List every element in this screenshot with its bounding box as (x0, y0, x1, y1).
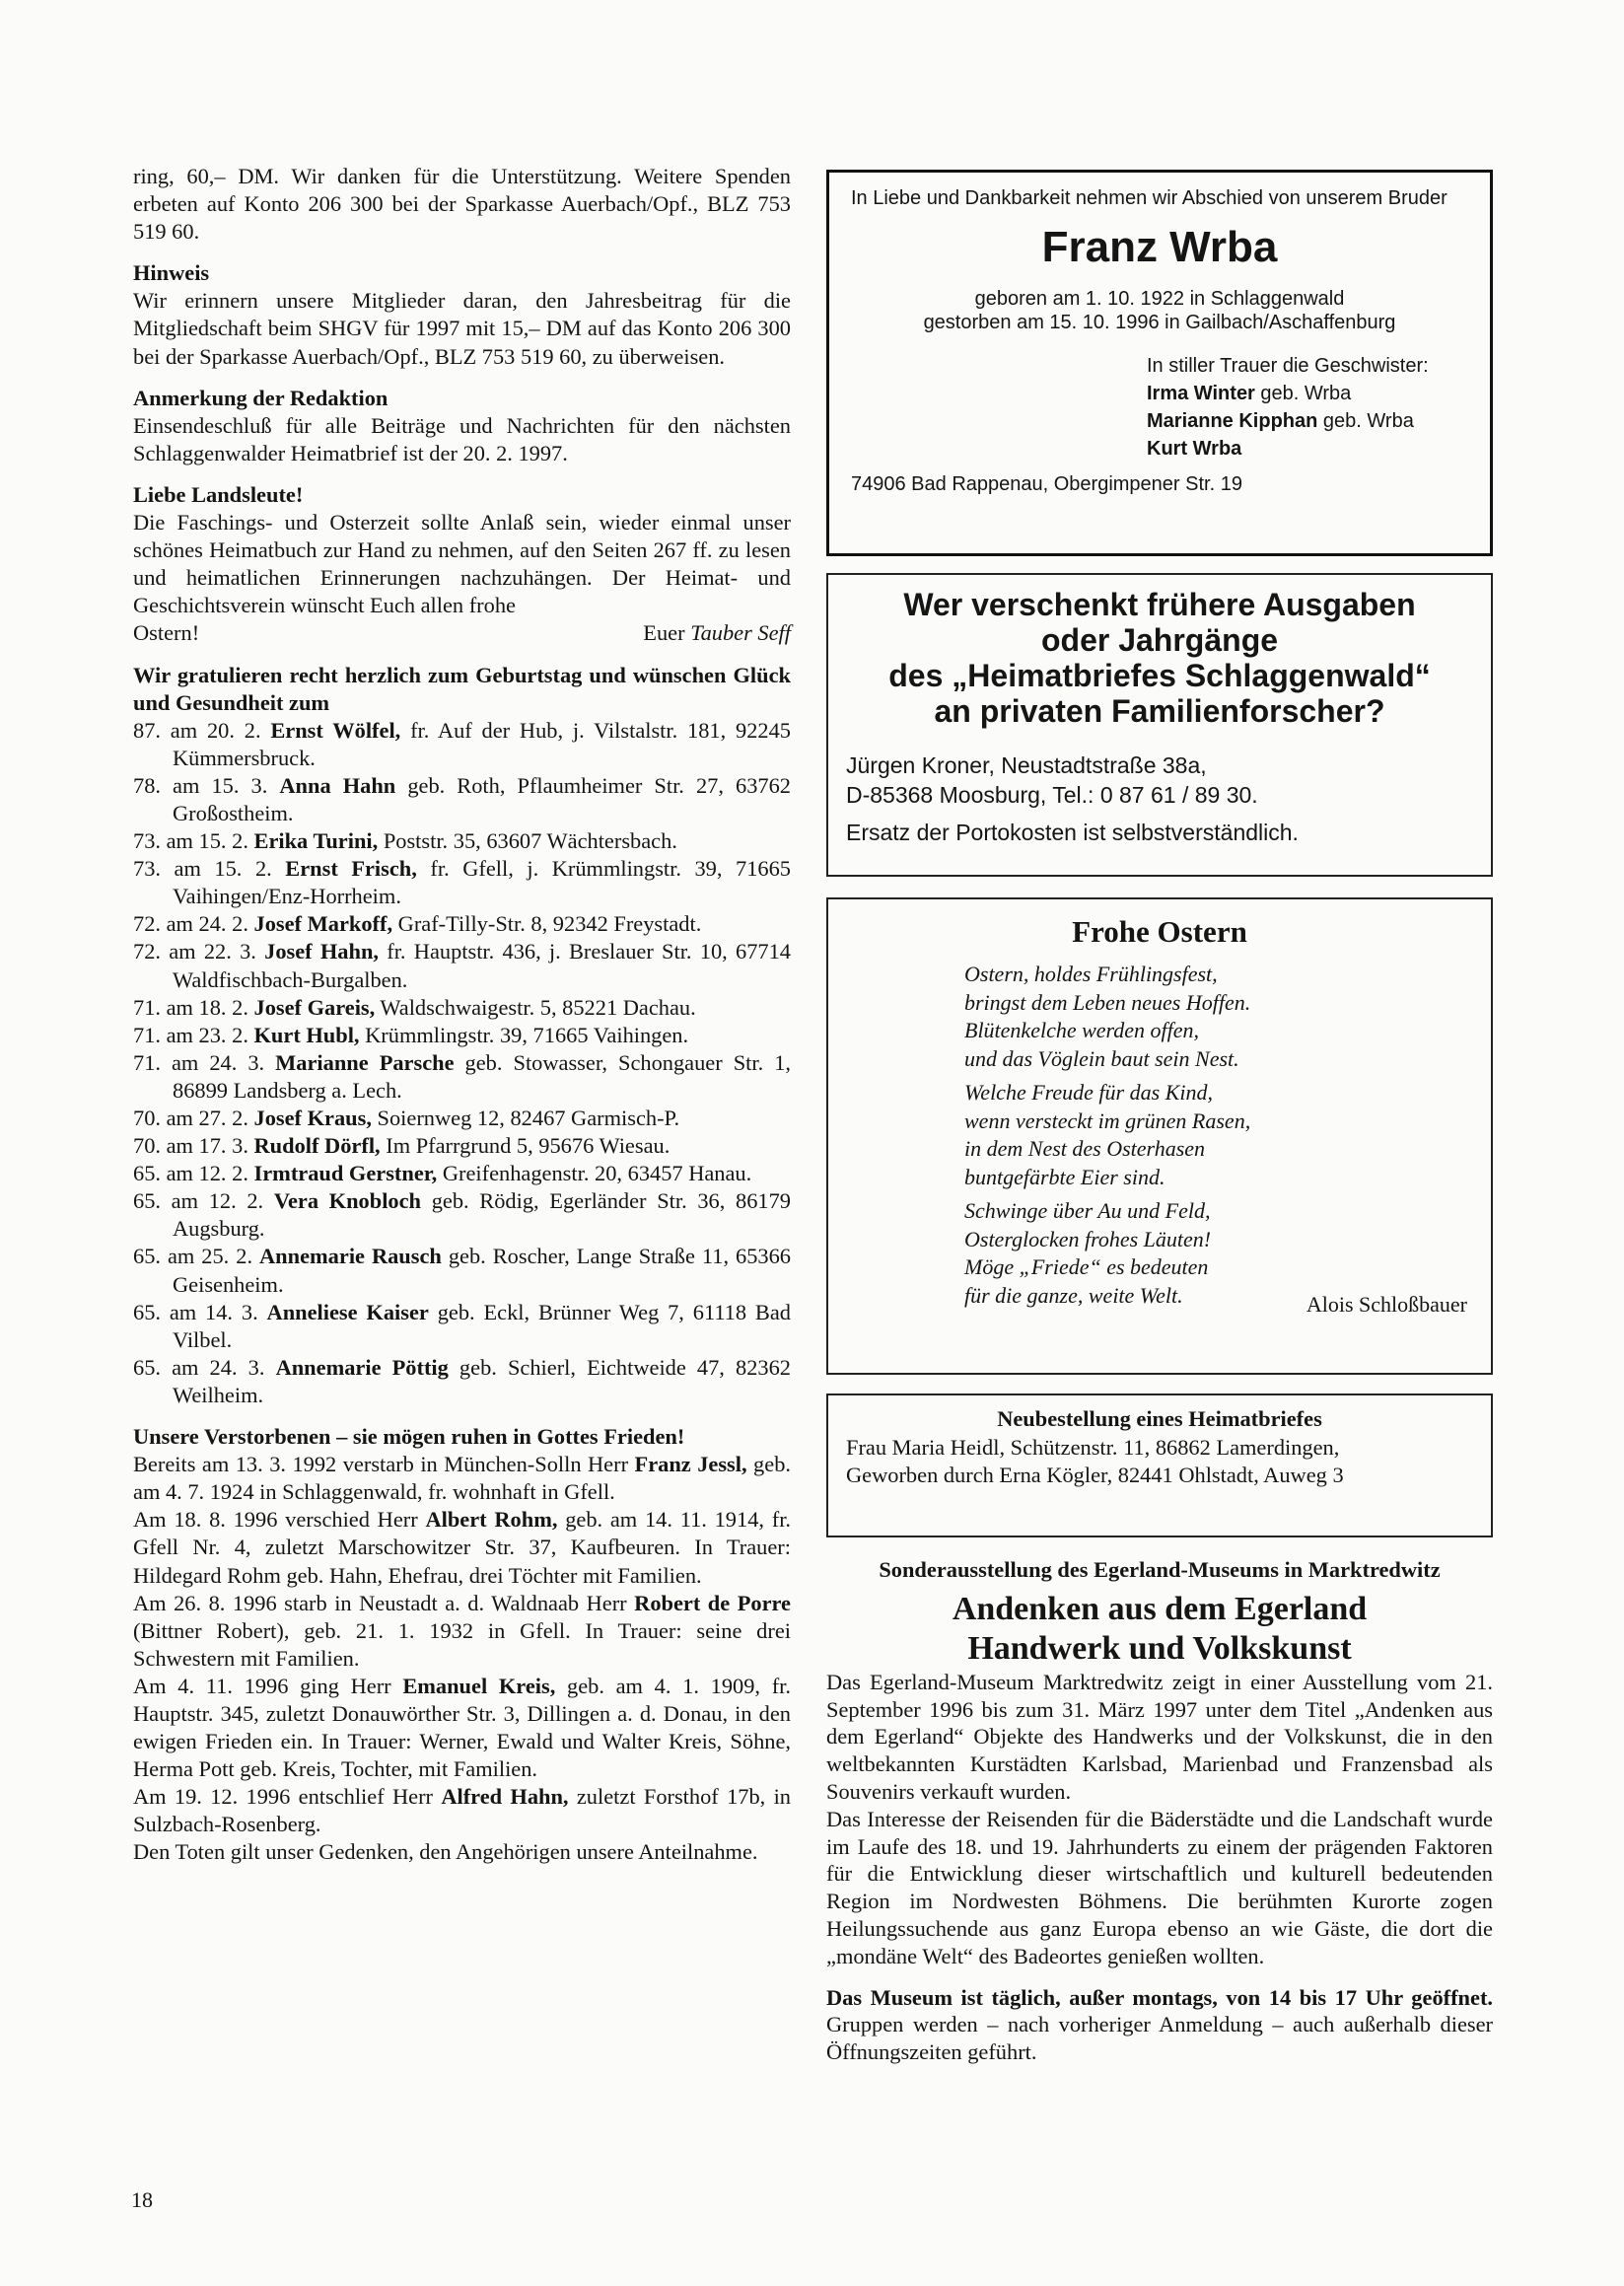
deceased-text-b: geb. am 14. 11. 1914, fr. Gfell Nr. 4, zuletzt Marschowitzer Str. 37, Kaufbeuren. In Trauer: Hildegard Rohm geb. Hahn, Ehefrau, drei Töchter mit Familien. (133, 1507, 792, 1588)
poem-line: Schwinge über Au und Feld, (964, 1198, 1211, 1223)
birthday-entry (133, 1243, 791, 1298)
exhibition-paragraph-1: Das Egerland-Museum Marktredwitz zeigt in einer Ausstellung vom 21. September 1996 bis zum 31. März 1997 unter dem Titel „Andenken aus dem Egerland“ Objekte des Handwerks und der Volkskunst, die in den weltbekannten Kurstädten Karlsbad, Marienbad und Franzensbad als Souvenirs verkauft wurden. (826, 1669, 1493, 1804)
deceased-section (133, 1423, 791, 1867)
birthday-name: Marianne Parsche (275, 1049, 455, 1075)
birthday-name: Kurt Hubl, (253, 1022, 360, 1047)
birthday-name: Irmtraud Gerstner, (253, 1161, 438, 1186)
easter-poem (964, 961, 1467, 1310)
sibling-3-name: Kurt Wrba (1147, 438, 1242, 460)
greeting-heading: Liebe Landsleute! (133, 481, 304, 507)
exhibition-title-2: Handwerk und Volkskunst (967, 1629, 1352, 1667)
notice-heading: Hinweis (133, 260, 210, 286)
poem-line: Blütenkelche werden offen, (964, 1018, 1200, 1042)
new-order-title: Neubestellung eines Heimatbriefes (997, 1406, 1322, 1431)
birthday-address: geb. Eckl, Brünner Weg 7, 61118 Bad Vilbel. (173, 1299, 791, 1352)
poem-line: Welche Freude für das Kind, (964, 1080, 1213, 1105)
birthday-entry (133, 772, 791, 827)
contact-line-1: Jürgen Kroner, Neustadtstraße 38a, (846, 752, 1207, 778)
closing-text: Den Toten gilt unser Gedenken, den Angehörigen unsere Anteilnahme. (133, 1839, 758, 1865)
contact-line-2: D-85368 Moosburg, Tel.: 0 87 61 / 89 30. (846, 782, 1258, 808)
deceased-entry (133, 1451, 791, 1506)
deceased-name: Alfred Hahn, (441, 1784, 569, 1810)
new-order-box (826, 1393, 1493, 1537)
birthday-date: 65. am 25. 2. (133, 1244, 260, 1269)
birthday-address: geb. Schierl, Eichtweide 47, 82362 Weilheim. (173, 1354, 791, 1407)
wanted-box (826, 573, 1493, 877)
deceased-heading: Unsere Verstorbenen – sie mögen ruhen in Gottes Frieden! (133, 1424, 685, 1450)
birthday-address: fr. Hauptstr. 436, j. Breslauer Str. 10, 67714 Waldfischbach-Burgalben. (173, 939, 791, 992)
deceased-text-a: Am 18. 8. 1996 verschied Herr (133, 1507, 426, 1533)
birthday-entry (133, 1132, 791, 1160)
obituary-address: 74906 Bad Rappenau, Obergimpener Str. 19 (851, 473, 1242, 495)
poem-line: wenn versteckt im grünen Rasen, (964, 1107, 1251, 1133)
obituary-intro: In Liebe und Dankbarkeit nehmen wir Abschied von unserem Bruder (851, 187, 1447, 209)
deceased-text-b: zuletzt Forsthof 17b, in Sulzbach-Rosenberg. (133, 1784, 791, 1837)
birthday-entry (133, 1105, 791, 1132)
birthday-name: Annemarie Rausch (259, 1244, 442, 1269)
deceased-entry (133, 1673, 791, 1783)
birthday-date: 71. am 24. 3. (133, 1049, 276, 1075)
poem-line: Ostern, holdes Frühlingsfest, (964, 962, 1218, 986)
birthday-entry (133, 994, 791, 1022)
birthday-date: 73. am 15. 2. (133, 828, 254, 854)
birthday-section (133, 662, 791, 1410)
birthday-date: 65. am 12. 2. (133, 1161, 254, 1186)
poem-stanza (964, 961, 1467, 1073)
sibling-3 (1147, 435, 1468, 463)
new-order-line-2: Geworben durch Erna Kögler, 82441 Ohlstadt, Auweg 3 (846, 1463, 1344, 1487)
birthday-heading: Wir gratulieren recht herzlich zum Geburtstag und wünschen Glück und Gesundheit zum (133, 662, 791, 715)
greeting-section (133, 481, 791, 648)
deceased-text-b: geb. am 4. 1. 1909, fr. Hauptstr. 345, zuletzt Donauwörther Str. 3, Dillingen a. d. Donau, in den ewigen Frieden ein. In Trauer: Werner, Ewald und Walter Kreis, Söhne, Herma Pott geb. Kreis, Tochter, mit Familien. (133, 1673, 791, 1782)
obituary-name: Franz Wrba (1041, 223, 1278, 271)
deceased-text-a: Am 19. 12. 1996 entschlief Herr (133, 1784, 442, 1810)
deceased-name: Franz Jessl, (634, 1452, 747, 1477)
birthday-date: 87. am 20. 2. (133, 717, 271, 743)
birthday-name: Annemarie Pöttig (275, 1354, 449, 1380)
opening-hours (826, 1984, 1493, 2066)
wanted-line-4: an privaten Familienforscher? (934, 693, 1385, 729)
birthday-entry (133, 1049, 791, 1105)
birthday-entry (133, 1160, 791, 1187)
birthday-entry (133, 938, 791, 993)
poem-line: Möge „Friede“ es bedeuten (964, 1254, 1209, 1279)
birthday-address: Poststr. 35, 63607 Wächtersbach. (378, 828, 677, 854)
poem-line: buntgefärbte Eier sind. (964, 1164, 1165, 1189)
birthday-entry (133, 1354, 791, 1409)
deceased-entry (133, 1590, 791, 1673)
easter-poem-box (826, 897, 1493, 1375)
birthday-name: Erika Turini, (253, 828, 379, 854)
birthday-address: geb. Roth, Pflaumheimer Str. 27, 63762 Großostheim. (173, 772, 792, 825)
birthday-address: geb. Roscher, Lange Straße 11, 65366 Geisenheim. (173, 1244, 791, 1297)
poem-line: in dem Nest des Osterhasen (964, 1136, 1206, 1161)
deceased-text-b: geb. am 4. 7. 1924 in Schlaggenwald, fr. wohnhaft in Gfell. (133, 1452, 791, 1505)
birthday-entry (133, 1299, 791, 1354)
birthday-entry (133, 1187, 791, 1243)
deceased-name: Robert de Porre (634, 1590, 791, 1615)
poem-line: für die ganze, weite Welt. (964, 1282, 1183, 1308)
birthday-date: 71. am 23. 2. (133, 1022, 254, 1047)
left-column (133, 163, 791, 1867)
birthday-address: fr. Gfell, j. Krümmlingstr. 39, 71665 Vaihingen/Enz-Horrheim. (173, 856, 791, 909)
sibling-2-rest: geb. Wrba (1317, 410, 1414, 432)
wanted-contact (846, 750, 1473, 810)
birthday-name: Vera Knobloch (273, 1188, 422, 1214)
deceased-entry (133, 1783, 791, 1838)
sibling-1-name: Irma Winter (1147, 383, 1255, 404)
poem-author: Alois Schloßbauer (1306, 1292, 1467, 1317)
birthday-date: 71. am 18. 2. (133, 994, 254, 1020)
wanted-note: Ersatz der Portokosten ist selbstverständlich. (846, 820, 1299, 845)
page-number: 18 (131, 2187, 153, 2212)
birthday-address: Im Pfarrgrund 5, 95676 Wiesau. (380, 1133, 671, 1159)
birthday-entry (133, 827, 791, 855)
wanted-line-2: oder Jahrgänge (1040, 622, 1279, 658)
birthday-date: 70. am 17. 3. (133, 1133, 254, 1159)
birthday-address: Soiernweg 12, 82467 Garmisch-P. (371, 1106, 680, 1130)
greeting-signature-row (133, 619, 791, 647)
right-column (826, 170, 1493, 2066)
greeting-text: Die Faschings- und Osterzeit sollte Anlaß sein, wieder einmal unser schönes Heimatbuch zur Hand zu nehmen, auf den Seiten 267 ff. zu lesen und heimatlichen Erinnerungen nachzuhängen. Der Heimat- und Geschichtsverein wünscht Euch allen frohe (133, 510, 791, 618)
editor-note-heading: Anmerkung der Redaktion (133, 385, 388, 410)
poem-stanza (964, 1079, 1467, 1191)
birthday-name: Josef Gareis, (253, 994, 376, 1020)
birthday-name: Josef Kraus, (253, 1106, 372, 1130)
birthday-name: Anna Hahn (279, 772, 396, 798)
wanted-line-1: Wer verschenkt frühere Ausgaben (903, 587, 1416, 622)
exhibition-title-1: Andenken aus dem Egerland (952, 1590, 1368, 1627)
opening-hours-bold: Das Museum ist täglich, außer montags, von 14 bis 17 Uhr geöffnet. (826, 1984, 1493, 2010)
obituary-box (826, 170, 1493, 556)
greeting-last-word: Ostern! (133, 620, 200, 646)
deceased-text-a: Am 26. 8. 1996 starb in Neustadt a. d. Waldnaab Herr (133, 1590, 635, 1615)
obituary-mourners (1147, 352, 1468, 463)
poem-line: Osterglocken frohes Läuten! (964, 1226, 1212, 1251)
birthday-date: 72. am 22. 3. (133, 939, 265, 964)
editor-note-section (133, 385, 791, 467)
notice-section (133, 259, 791, 370)
sibling-2-name: Marianne Kipphan (1147, 410, 1318, 432)
deceased-text-b: (Bittner Robert), geb. 21. 1. 1932 in Gfell. In Trauer: seine drei Schwestern mit Familien. (133, 1617, 791, 1671)
new-order-line-1: Frau Maria Heidl, Schützenstr. 11, 86862 Lamerdingen, (846, 1434, 1340, 1460)
birthday-name: Ernst Wölfel, (270, 717, 401, 743)
deceased-name: Emanuel Kreis, (402, 1673, 556, 1698)
birthday-address: Krümmlingstr. 39, 71665 Vaihingen. (359, 1022, 689, 1047)
birthday-name: Josef Markoff, (253, 911, 393, 937)
exhibition-article (826, 1556, 1493, 2066)
birthday-address: Waldschwaigestr. 5, 85221 Dachau. (375, 994, 696, 1020)
sibling-1 (1147, 380, 1468, 407)
birthday-address: Greifenhagenstr. 20, 63457 Hanau. (437, 1161, 752, 1186)
obituary-born: geboren am 1. 10. 1922 in Schlaggenwald (974, 288, 1345, 310)
birthday-date: 65. am 14. 3. (133, 1299, 267, 1324)
sibling-2 (1147, 407, 1468, 435)
donation-paragraph: ring, 60,– DM. Wir danken für die Unterstützung. Weitere Spenden erbeten auf Konto 206 300 bei der Sparkasse Auerbach/Opf., BLZ 753 519 60. (133, 164, 791, 245)
opening-hours-rest: Gruppen werden – nach vorheriger Anmeldung – auch außerhalb dieser Öffnungszeiten geführt. (826, 2012, 1493, 2065)
mourning-line: In stiller Trauer die Geschwister: (1147, 355, 1429, 377)
birthday-date: 78. am 15. 3. (133, 772, 280, 798)
deceased-text-a: Am 4. 11. 1996 ging Herr (133, 1673, 403, 1698)
signature-name: Tauber Seff (690, 620, 791, 646)
birthday-list (133, 717, 791, 1409)
birthday-address: fr. Auf der Hub, j. Vilstalstr. 181, 92245 Kümmersbruck. (173, 717, 791, 770)
birthday-address: geb. Rödig, Egerländer Str. 36, 86179 Augsburg. (173, 1188, 791, 1242)
deceased-list (133, 1451, 791, 1838)
birthday-entry (133, 1022, 791, 1049)
birthday-name: Rudolf Dörfl, (253, 1133, 381, 1159)
birthday-date: 72. am 24. 2. (133, 911, 254, 937)
editor-note-text: Einsendeschluß für alle Beiträge und Nachrichten für den nächsten Schlaggenwalder Heimatbrief ist der 20. 2. 1997. (133, 412, 791, 465)
exhibition-paragraph-2: Das Interesse der Reisenden für die Bäderstädte und die Landschaft wurde im Laufe des 18. und 19. Jahrhunderts zu einem der prägenden Faktoren für die Entwicklung dieser wirtschaftlich und kulturell bedeutenden Region im Nordwesten Böhmens. Die berühmten Kurorte zogen Heilungssuchende aus ganz Europa ebenso an wie Gäste, die dort die „mondäne Welt“ des Badeortes genießen wollten. (826, 1806, 1493, 1968)
notice-text: Wir erinnern unsere Mitglieder daran, den Jahresbeitrag für die Mitgliedschaft beim SHGV für 1997 mit 15,– DM auf das Konto 206 300 bei der Sparkasse Auerbach/Opf., BLZ 753 519 60, zu überweisen. (133, 288, 791, 369)
deceased-text-a: Bereits am 13. 3. 1992 verstarb in München-Solln Herr (133, 1452, 635, 1477)
birthday-date: 73. am 15. 2. (133, 856, 286, 882)
signature-prefix: Euer (643, 620, 685, 646)
birthday-entry (133, 855, 791, 910)
birthday-entry (133, 717, 791, 772)
sibling-1-rest: geb. Wrba (1254, 383, 1352, 404)
birthday-date: 70. am 27. 2. (133, 1106, 254, 1130)
deceased-entry (133, 1506, 791, 1589)
poem-line: und das Vöglein baut sein Nest. (964, 1045, 1239, 1071)
obituary-died: gestorben am 15. 10. 1996 in Gailbach/Aschaffenburg (923, 312, 1396, 333)
birthday-name: Josef Hahn, (264, 939, 379, 964)
exhibition-subtitle: Sonderausstellung des Egerland-Museums in Marktredwitz (879, 1557, 1441, 1582)
wanted-line-3: des „Heimatbriefes Schlaggenwald“ (888, 658, 1431, 693)
easter-title: Frohe Ostern (1072, 914, 1247, 949)
birthday-name: Ernst Frisch, (285, 856, 417, 882)
poem-line: bringst dem Leben neues Hoffen. (964, 989, 1251, 1015)
birthday-address: Graf-Tilly-Str. 8, 92342 Freystadt. (392, 911, 702, 937)
birthday-date: 65. am 24. 3. (133, 1354, 276, 1380)
birthday-address: geb. Stowasser, Schongauer Str. 1, 86899 Landsberg a. Lech. (173, 1049, 791, 1103)
greeting-signature (643, 619, 791, 647)
birthday-date: 65. am 12. 2. (133, 1188, 274, 1214)
deceased-name: Albert Rohm, (425, 1507, 558, 1533)
birthday-name: Anneliese Kaiser (266, 1299, 429, 1324)
birthday-entry (133, 910, 791, 938)
